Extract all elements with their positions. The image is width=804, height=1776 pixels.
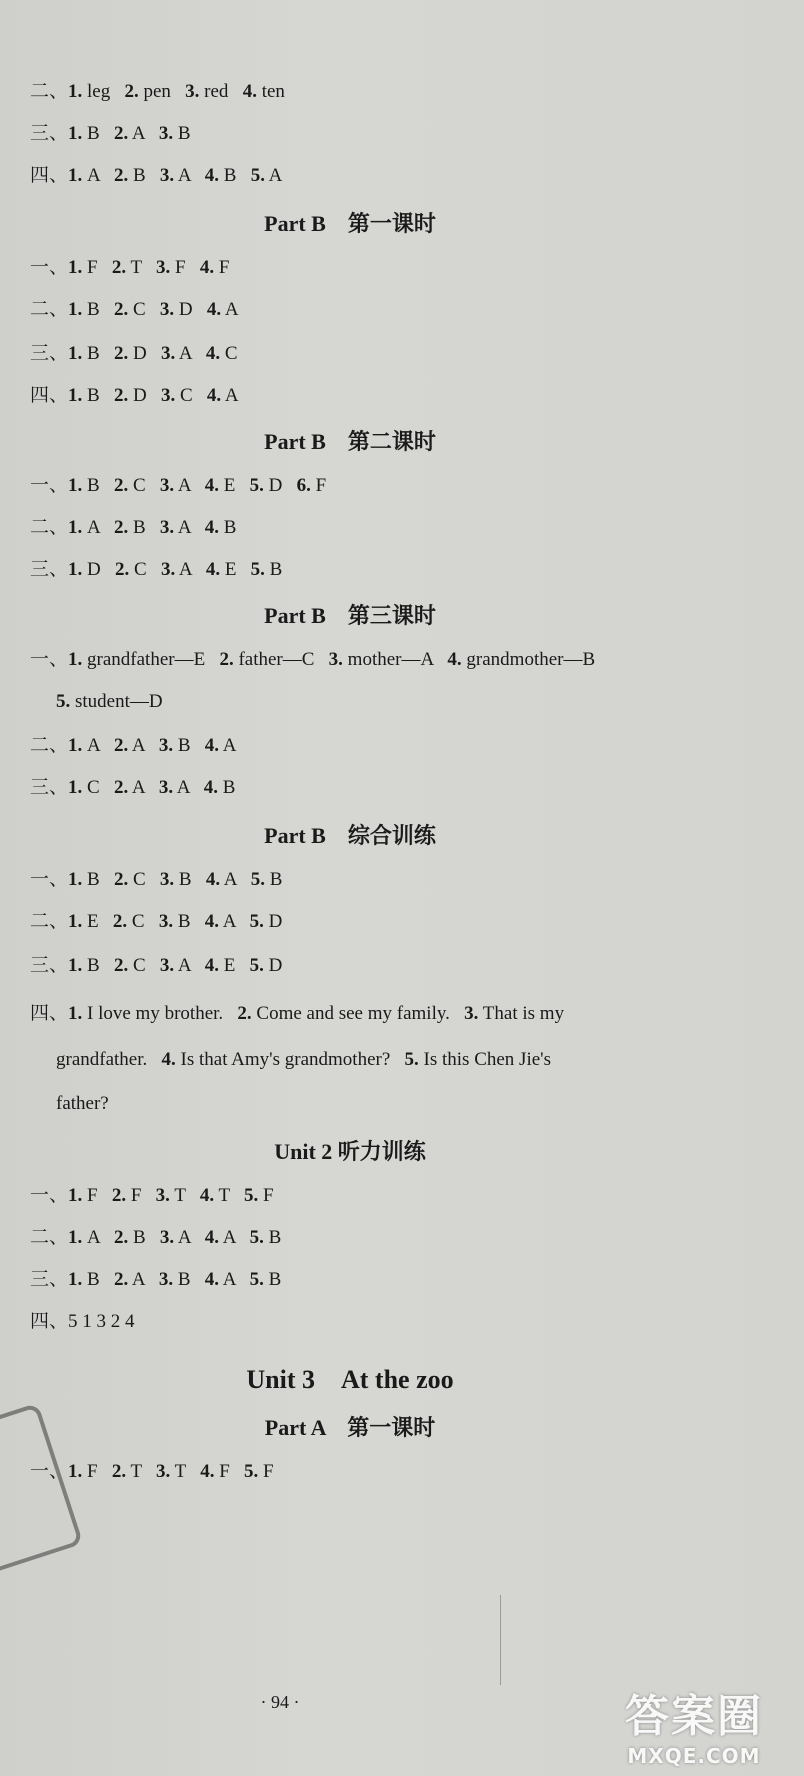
answer-line bbox=[30, 776, 235, 800]
item-number: 4. bbox=[200, 1461, 215, 1482]
item-number: 1. bbox=[68, 1269, 83, 1290]
answer-item: 5. B bbox=[249, 1227, 282, 1248]
item-number: 5. bbox=[404, 1049, 419, 1070]
answer-item: 4. E bbox=[205, 559, 237, 580]
section-heading: Part B 综合训练 bbox=[264, 823, 436, 848]
answer-item: father? bbox=[56, 1093, 109, 1114]
answer-item: 4. A bbox=[204, 735, 237, 756]
item-number: 6. bbox=[296, 475, 311, 496]
question-group-label: 二、 bbox=[30, 1227, 69, 1248]
item-number: 1. bbox=[68, 1461, 83, 1482]
section-heading: Part B 第三课时 bbox=[264, 603, 436, 628]
answer-item: 1. B bbox=[68, 955, 100, 976]
answer-line bbox=[30, 1460, 274, 1484]
item-number: 5. bbox=[244, 1185, 259, 1206]
item-number: 5. bbox=[249, 911, 264, 932]
question-group-label: 二、 bbox=[30, 911, 69, 932]
item-number: 4. bbox=[205, 343, 221, 364]
question-group-label: 四、 bbox=[30, 1311, 69, 1332]
section-heading: Part B 第二课时 bbox=[264, 429, 436, 454]
answer-item: 1. D bbox=[68, 559, 101, 580]
item-number: 3. bbox=[159, 1227, 175, 1248]
answer-item: 1. B bbox=[68, 123, 100, 144]
item-number: 2. bbox=[111, 1461, 127, 1482]
item-number: 2. bbox=[112, 911, 128, 932]
item-number: 2. bbox=[124, 81, 139, 102]
answer-item: 2. father—C bbox=[219, 649, 315, 670]
item-number: 1. bbox=[68, 869, 83, 890]
item-number: 1. bbox=[68, 517, 83, 538]
item-number: 2. bbox=[113, 1269, 129, 1290]
answer-item: 3. B bbox=[158, 911, 191, 932]
answer-item: 4. A bbox=[205, 869, 237, 890]
item-number: 4. bbox=[204, 1227, 220, 1248]
answer-item: 2. C bbox=[113, 869, 146, 890]
answer-item: 2. B bbox=[113, 1227, 146, 1248]
item-number: 3. bbox=[159, 517, 175, 538]
answer-item: 5. Is this Chen Jie's bbox=[404, 1049, 551, 1070]
answer-item: grandfather. bbox=[56, 1049, 148, 1070]
question-group-label: 二、 bbox=[30, 517, 69, 538]
item-number: 1. bbox=[68, 299, 83, 320]
question-group-label: 三、 bbox=[30, 777, 69, 798]
answer-item: 4. C bbox=[205, 343, 238, 364]
item-number: 4. bbox=[204, 1269, 220, 1290]
item-number: 2. bbox=[219, 649, 234, 670]
item-number: 4. bbox=[203, 777, 218, 798]
item-number: 5. bbox=[250, 869, 265, 890]
answer-line bbox=[30, 342, 238, 366]
question-group-label: 二、 bbox=[30, 299, 69, 320]
section-heading: Part B 第一课时 bbox=[264, 211, 436, 236]
item-number: 2. bbox=[113, 955, 129, 976]
item-number: 1. bbox=[68, 649, 83, 670]
answer-item: 1. F bbox=[68, 257, 98, 278]
item-number: 3. bbox=[160, 343, 176, 364]
answer-line bbox=[30, 516, 236, 540]
item-number: 2. bbox=[237, 1003, 252, 1024]
answer-item: 4. Is that Amy's grandmother? bbox=[161, 1049, 391, 1070]
answer-line bbox=[30, 1268, 281, 1292]
answer-item: 2. C bbox=[115, 559, 147, 580]
section-heading: Part A 第一课时 bbox=[264, 1415, 436, 1440]
item-number: 1. bbox=[68, 123, 83, 144]
question-group-label: 一、 bbox=[30, 1461, 69, 1482]
item-number: 1. bbox=[68, 257, 83, 278]
question-group-label: 三、 bbox=[30, 343, 69, 364]
item-number: 4. bbox=[204, 911, 219, 932]
watermark-site: MXQE.COM bbox=[627, 1744, 761, 1768]
item-number: 3. bbox=[156, 257, 171, 278]
question-group-label: 一、 bbox=[30, 1185, 69, 1206]
answer-item: 3. F bbox=[156, 257, 186, 278]
item-number: 1. bbox=[68, 165, 83, 186]
item-number: 5. bbox=[249, 955, 264, 976]
item-number: 4. bbox=[205, 559, 221, 580]
item-number: 3. bbox=[159, 475, 175, 496]
answer-item: 3. A bbox=[159, 1227, 191, 1248]
answer-item: 5. F bbox=[244, 1185, 274, 1206]
answer-item: 2. T bbox=[111, 257, 142, 278]
answer-item: 4. A bbox=[206, 299, 239, 320]
item-number: 4. bbox=[204, 517, 220, 538]
answer-item: 1. B bbox=[68, 299, 100, 320]
answer-line bbox=[30, 80, 285, 104]
answer-item: 4. F bbox=[199, 257, 230, 278]
item-number: 1. bbox=[68, 559, 83, 580]
answer-item: 5 1 3 2 4 bbox=[68, 1311, 135, 1332]
item-number: 4. bbox=[204, 955, 220, 976]
item-number: 4. bbox=[161, 1049, 176, 1070]
answer-line bbox=[30, 868, 282, 892]
question-group-label: 二、 bbox=[30, 81, 69, 102]
answer-item: 1. A bbox=[68, 735, 100, 756]
item-number: 4. bbox=[206, 385, 222, 406]
answer-item: 2. B bbox=[113, 517, 146, 538]
page-number: · 94 · bbox=[260, 1692, 300, 1712]
item-number: 1. bbox=[68, 735, 83, 756]
answer-item: 2. A bbox=[113, 777, 145, 798]
answer-item: 2. B bbox=[113, 165, 146, 186]
question-group-label: 三、 bbox=[30, 955, 69, 976]
item-number: 2. bbox=[113, 869, 129, 890]
answer-item: 4. B bbox=[204, 165, 237, 186]
item-number: 3. bbox=[328, 649, 343, 670]
answer-item: 4. A bbox=[204, 911, 236, 932]
answer-item: 3. D bbox=[159, 299, 193, 320]
item-number: 3. bbox=[155, 1185, 170, 1206]
item-number: 5. bbox=[249, 475, 264, 496]
answer-item: 3. mother—A bbox=[328, 649, 434, 670]
item-number: 1. bbox=[68, 911, 83, 932]
answer-item: 4. grandmother—B bbox=[447, 649, 596, 670]
item-number: 1. bbox=[68, 81, 83, 102]
answer-item: 3. T bbox=[155, 1185, 186, 1206]
item-number: 3. bbox=[156, 1461, 171, 1482]
answer-item: 1. I love my brother. bbox=[68, 1003, 224, 1024]
item-number: 3. bbox=[160, 559, 176, 580]
answer-item: 1. B bbox=[68, 343, 100, 364]
answer-item: 1. B bbox=[68, 869, 100, 890]
question-group-label: 三、 bbox=[30, 123, 69, 144]
question-group-label: 三、 bbox=[30, 1269, 69, 1290]
item-number: 2. bbox=[113, 299, 129, 320]
answer-item: 1. E bbox=[68, 911, 99, 932]
answer-item: 2. F bbox=[111, 1185, 142, 1206]
section-heading: Unit 2 听力训练 bbox=[274, 1139, 426, 1164]
answer-line bbox=[30, 1184, 274, 1208]
answer-item: 4. A bbox=[204, 1227, 236, 1248]
item-number: 3. bbox=[160, 385, 176, 406]
question-group-label: 四、 bbox=[30, 385, 69, 406]
answer-item: 4. A bbox=[206, 385, 239, 406]
answer-item: 4. F bbox=[200, 1461, 230, 1482]
answer-item: 6. F bbox=[296, 475, 327, 496]
item-number: 3. bbox=[464, 1003, 479, 1024]
item-number: 5. bbox=[250, 165, 265, 186]
item-number: 2. bbox=[113, 735, 129, 756]
answer-item: 1. grandfather—E bbox=[68, 649, 206, 670]
answer-item: 1. A bbox=[68, 165, 100, 186]
answer-item: 1. A bbox=[68, 517, 100, 538]
answer-item: 5. D bbox=[249, 911, 283, 932]
answer-item: 2. A bbox=[113, 123, 145, 144]
margin-rule bbox=[500, 1595, 501, 1685]
watermark-logo: 答案圈 bbox=[625, 1691, 763, 1742]
unit-heading: Unit 3 At the zoo bbox=[246, 1365, 454, 1394]
answer-item: 2. T bbox=[111, 1461, 142, 1482]
answer-line bbox=[30, 1002, 564, 1026]
item-number: 3. bbox=[159, 165, 175, 186]
answer-line bbox=[30, 384, 239, 408]
question-group-label: 一、 bbox=[30, 257, 69, 278]
answer-item: 2. C bbox=[112, 911, 145, 932]
item-number: 5. bbox=[249, 1227, 264, 1248]
answer-item: 3. T bbox=[156, 1461, 186, 1482]
question-group-label: 二、 bbox=[30, 735, 69, 756]
answer-item: 1. B bbox=[68, 1269, 100, 1290]
item-number: 4. bbox=[206, 299, 222, 320]
answer-item: 1. C bbox=[68, 777, 100, 798]
answer-line bbox=[30, 648, 595, 672]
answer-item: 2. Come and see my family. bbox=[237, 1003, 450, 1024]
answer-item: 1. A bbox=[68, 1227, 100, 1248]
answer-item: 3. That is my bbox=[464, 1003, 565, 1024]
answer-item: 3. A bbox=[158, 777, 190, 798]
item-number: 3. bbox=[158, 735, 174, 756]
answer-item: 1. leg bbox=[68, 81, 111, 102]
item-number: 2. bbox=[113, 475, 129, 496]
answer-item: 3. B bbox=[158, 735, 191, 756]
item-number: 4. bbox=[204, 165, 220, 186]
answer-line bbox=[30, 164, 282, 188]
answer-item: 4. T bbox=[199, 1185, 230, 1206]
item-number: 3. bbox=[158, 911, 174, 932]
answer-item: 1. F bbox=[68, 1461, 98, 1482]
answer-item: 3. B bbox=[159, 869, 192, 890]
answer-line bbox=[30, 122, 191, 146]
question-group-label: 三、 bbox=[30, 559, 69, 580]
item-number: 5. bbox=[56, 691, 71, 712]
item-number: 2. bbox=[113, 1227, 129, 1248]
item-number: 3. bbox=[158, 1269, 174, 1290]
item-number: 2. bbox=[113, 385, 129, 406]
item-number: 1. bbox=[68, 1185, 83, 1206]
answer-line bbox=[30, 474, 326, 498]
item-number: 4. bbox=[204, 475, 220, 496]
answer-item: 3. A bbox=[159, 475, 191, 496]
answer-line bbox=[30, 1226, 281, 1250]
answer-item: 1. B bbox=[68, 385, 100, 406]
item-number: 2. bbox=[111, 1185, 127, 1206]
item-number: 4. bbox=[205, 869, 221, 890]
item-number: 3. bbox=[158, 777, 174, 798]
answer-item: 1. B bbox=[68, 475, 100, 496]
item-number: 2. bbox=[113, 517, 129, 538]
watermark bbox=[594, 1680, 794, 1768]
answer-line bbox=[56, 1092, 109, 1116]
answer-item: 4. E bbox=[204, 475, 236, 496]
item-number: 3. bbox=[159, 869, 175, 890]
question-group-label: 一、 bbox=[30, 475, 69, 496]
answer-line bbox=[56, 690, 163, 714]
answer-item: 5. F bbox=[244, 1461, 274, 1482]
item-number: 1. bbox=[68, 1227, 83, 1248]
item-number: 3. bbox=[159, 955, 175, 976]
question-group-label: 一、 bbox=[30, 649, 69, 670]
answer-item: 5. B bbox=[249, 1269, 282, 1290]
answer-item: 5. B bbox=[250, 869, 283, 890]
question-group-label: 四、 bbox=[30, 1003, 69, 1024]
item-number: 1. bbox=[68, 1003, 83, 1024]
answer-line bbox=[30, 558, 282, 582]
answer-item: 3. A bbox=[159, 165, 191, 186]
item-number: 1. bbox=[68, 475, 83, 496]
answer-line bbox=[30, 734, 236, 758]
item-number: 2. bbox=[111, 257, 127, 278]
item-number: 2. bbox=[113, 777, 129, 798]
answer-line bbox=[56, 1048, 551, 1072]
answer-item: 2. C bbox=[113, 955, 146, 976]
answer-line bbox=[30, 910, 282, 934]
item-number: 1. bbox=[68, 385, 83, 406]
answer-item: 5. B bbox=[250, 559, 283, 580]
answer-item: 3. C bbox=[160, 385, 193, 406]
answer-item: 2. A bbox=[113, 735, 145, 756]
item-number: 2. bbox=[113, 123, 129, 144]
question-group-label: 四、 bbox=[30, 165, 69, 186]
item-number: 3. bbox=[159, 299, 175, 320]
answer-item: 4. E bbox=[204, 955, 236, 976]
item-number: 4. bbox=[242, 81, 257, 102]
question-group-label: 一、 bbox=[30, 869, 69, 890]
item-number: 2. bbox=[113, 343, 129, 364]
answer-item: 2. C bbox=[113, 299, 146, 320]
answer-item: 4. B bbox=[203, 777, 236, 798]
answer-line bbox=[30, 256, 229, 280]
answer-item: 5. D bbox=[249, 475, 283, 496]
item-number: 3. bbox=[185, 81, 200, 102]
item-number: 2. bbox=[115, 559, 130, 580]
item-number: 4. bbox=[199, 1185, 215, 1206]
item-number: 1. bbox=[68, 343, 83, 364]
item-number: 1. bbox=[68, 955, 83, 976]
answer-item: 3. B bbox=[158, 1269, 191, 1290]
answer-item: 3. A bbox=[159, 955, 191, 976]
answer-item: 2. pen bbox=[124, 81, 171, 102]
answer-item: 2. D bbox=[113, 385, 147, 406]
item-number: 2. bbox=[113, 165, 129, 186]
answer-line bbox=[30, 954, 282, 978]
item-number: 5. bbox=[244, 1461, 259, 1482]
answer-item: 4. ten bbox=[242, 81, 285, 102]
item-number: 5. bbox=[250, 559, 265, 580]
item-number: 4. bbox=[204, 735, 220, 756]
answer-item: 2. C bbox=[113, 475, 146, 496]
answer-item: 4. A bbox=[204, 1269, 236, 1290]
answer-line bbox=[30, 1310, 135, 1334]
answer-item: 5. student—D bbox=[56, 691, 163, 712]
answer-item: 3. A bbox=[160, 343, 192, 364]
answer-item: 5. D bbox=[249, 955, 283, 976]
answer-item: 3. red bbox=[185, 81, 229, 102]
answer-item: 2. A bbox=[113, 1269, 145, 1290]
answer-item: 5. A bbox=[250, 165, 283, 186]
answer-item: 4. B bbox=[204, 517, 237, 538]
item-number: 1. bbox=[68, 777, 83, 798]
item-number: 3. bbox=[158, 123, 174, 144]
answer-item: 2. D bbox=[113, 343, 147, 364]
item-number: 4. bbox=[447, 649, 462, 670]
item-number: 5. bbox=[249, 1269, 264, 1290]
item-number: 4. bbox=[199, 257, 215, 278]
answer-item: 3. B bbox=[158, 123, 191, 144]
answer-item: 3. A bbox=[159, 517, 191, 538]
answer-item: 3. A bbox=[160, 559, 192, 580]
answer-line bbox=[30, 298, 239, 322]
answer-item: 1. F bbox=[68, 1185, 98, 1206]
